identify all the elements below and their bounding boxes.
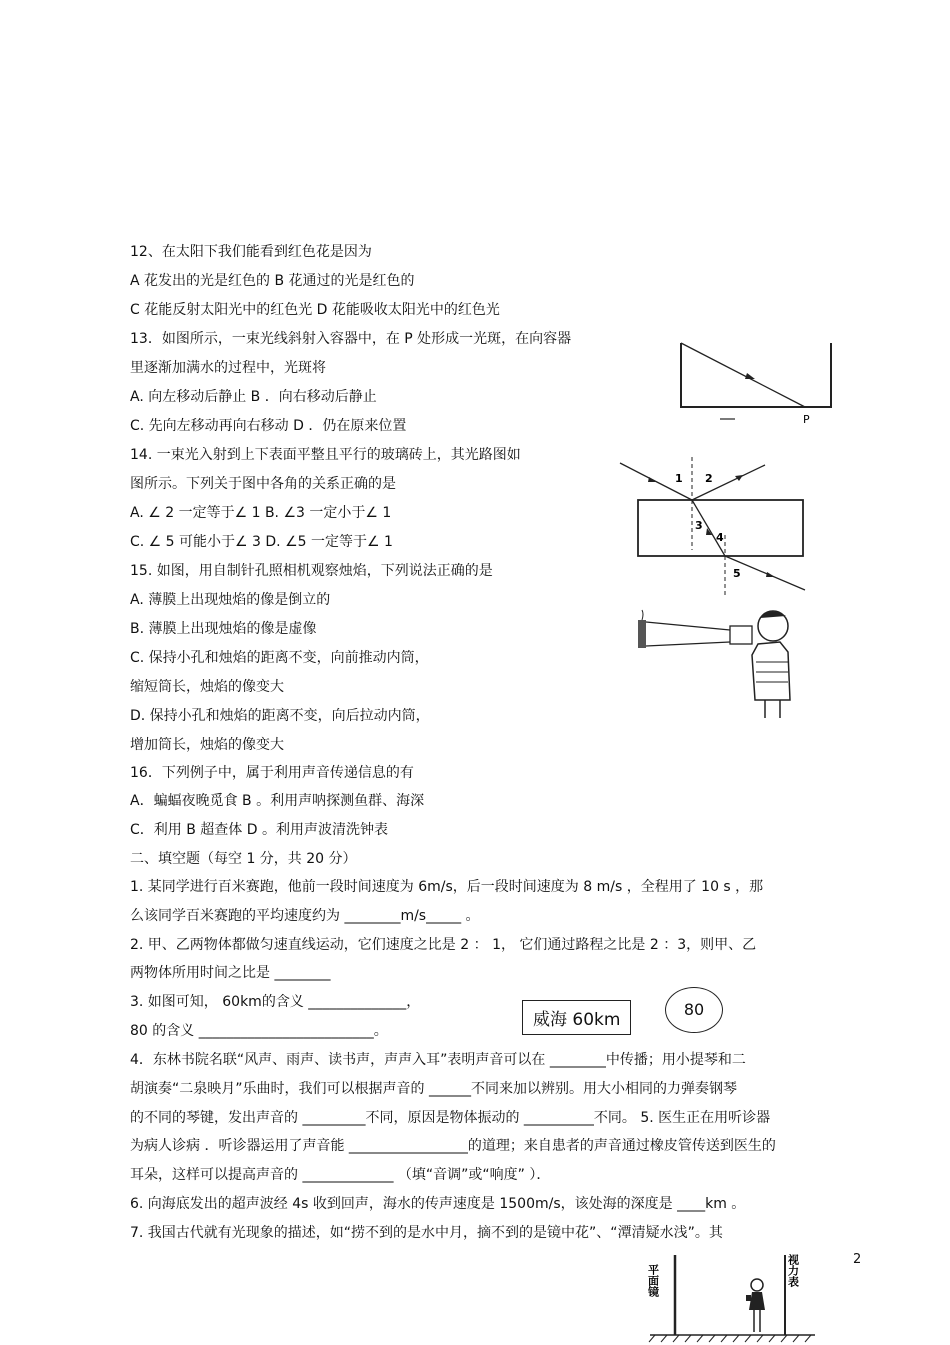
text-line: 么该同学百米赛跑的平均速度约为 ________m/s_____ 。 — [130, 908, 480, 924]
text-line: 耳朵，这样可以提高声音的 _____________ （填“音调”或“响度” ）． — [130, 1167, 551, 1183]
text-line: 7. 我国古代就有光现象的描述，如“捞不到的是水中月，摘不到的是镜中花”、“潭清疑水浅”。其 — [130, 1225, 723, 1241]
text-line: 14. 一束光入射到上下表面平整且平行的玻璃砖上，其光路图如 — [130, 447, 521, 463]
angle-label: 3 — [695, 519, 703, 532]
text-line: 16．下列例子中，属于利用声音传递信息的有 — [130, 765, 414, 781]
text-line: 两物体所用时间之比是 ________ — [130, 965, 331, 981]
container-light-figure — [675, 335, 845, 425]
text-line: 6. 向海底发出的超声波经 4s 收到回声，海水的传声速度是 1500m/s，该处海的深度是 ____km 。 — [130, 1196, 746, 1212]
angle-label: 5 — [733, 567, 741, 580]
text-line: 12、在太阳下我们能看到红色花是因为 — [130, 244, 372, 260]
text-line: 二、填空题（每空 1 分，共 20 分） — [130, 851, 357, 867]
text-line: 缩短筒长，烛焰的像变大 — [130, 679, 284, 695]
text-line: 为病人诊病 ．听诊器运用了声音能 _________________的道理；来自患者的声音通过橡皮管传送到医生的 — [130, 1138, 776, 1154]
spot-label: P — [803, 413, 810, 425]
text-line: A. ∠ 2 一定等于∠ 1 B. ∠3 一定小于∠ 1 — [130, 505, 392, 521]
text-line: C. ∠ 5 可能小于∠ 3 D. ∠5 一定等于∠ 1 — [130, 534, 393, 550]
mirror-eye-chart-figure — [645, 1250, 820, 1345]
pinhole-camera-figure — [630, 600, 800, 725]
text-line: A 花发出的光是红色的 B 花通过的光是红色的 — [130, 273, 415, 289]
text-line: 图所示。下列关于图中各角的关系正确的是 — [130, 476, 396, 492]
text-line: C. 保持小孔和烛焰的距离不变，向前推动内筒， — [130, 650, 429, 666]
angle-label: 2 — [705, 472, 713, 485]
text-line: D. 保持小孔和烛焰的距离不变，向后拉动内筒， — [130, 708, 430, 724]
text-line: 2. 甲、乙两物体都做匀速直线运动，它们速度之比是 2 ： 1， 它们通过路程之比是 2 ：3，则甲、乙 — [130, 937, 757, 953]
text-line: 里逐渐加满水的过程中，光斑将 — [130, 360, 326, 376]
text-line: C. 先向左移动再向右移动 D ．仍在原来位置 — [130, 418, 407, 434]
text-line: C 花能反射太阳光中的红色光 D 花能吸收太阳光中的红色光 — [130, 302, 500, 318]
text-line: A．蝙蝠夜晚觅食 B 。利用声呐探测鱼群、海深 — [130, 793, 425, 809]
text-line: 4．东林书院名联“风声、雨声、读书声，声声入耳”表明声音可以在 ________中传播；用小提琴和二 — [130, 1052, 746, 1068]
speed-limit-sign: 80 — [665, 987, 723, 1033]
angle-label: 1 — [675, 472, 683, 485]
text-line: 80 的含义 _________________________。 — [130, 1023, 388, 1039]
text-line: 1. 某同学进行百米赛跑，他前一段时间速度为 6m/s，后一段时间速度为 8 m/s ，全程用了 10 s ，那 — [130, 879, 764, 895]
text-line: A. 向左移动后静止 B ．向右移动后静止 — [130, 389, 377, 405]
text-line: 15. 如图，用自制针孔照相机观察烛焰，下列说法正确的是 — [130, 563, 493, 579]
text-line: 的不同的琴键，发出声音的 _________不同，原因是物体振动的 __________不同。 5. 医生正在用听诊器 — [130, 1110, 771, 1126]
page-number: 2 — [853, 1252, 862, 1267]
text-line: C．利用 B 超查体 D 。利用声波清洗钟表 — [130, 822, 388, 838]
distance-sign: 威海 60km — [522, 1000, 631, 1035]
text-line: 13．如图所示，一束光线斜射入容器中，在 P 处形成一光斑，在向容器 — [130, 331, 572, 347]
text-line: A. 薄膜上出现烛焰的像是倒立的 — [130, 592, 331, 608]
text-line: 3. 如图可知， 60km的含义 ______________， — [130, 994, 421, 1010]
angle-label: 4 — [716, 531, 724, 544]
glass-block-figure — [615, 455, 825, 600]
text-line: 增加筒长，烛焰的像变大 — [130, 737, 284, 753]
text-line: 胡演奏“二泉映月”乐曲时，我们可以根据声音的 ______不同来加以辨别。用大小相同的力弹奏钢琴 — [130, 1081, 737, 1097]
chart-label: 视力表 — [786, 1254, 800, 1287]
mirror-label: 平面镜 — [646, 1264, 660, 1297]
text-line: B. 薄膜上出现烛焰的像是虚像 — [130, 621, 317, 637]
